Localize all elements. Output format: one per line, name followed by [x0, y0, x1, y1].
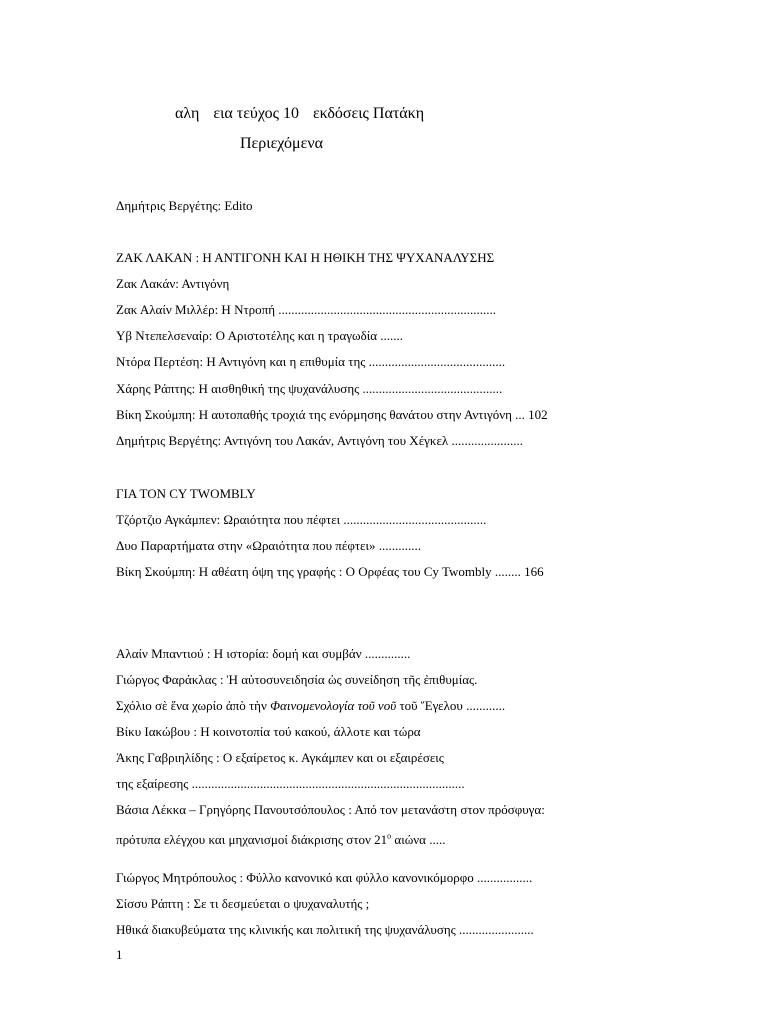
toc-entry: Βίκη Σκούμπη: Η αυτοπαθής τροχιά της ενόρμησης θανάτου στην Αντιγόνη ... 102	[116, 407, 548, 422]
toc-entry: Ηθικά διακυβεύματα της κλινικής και πολιτική της ψυχανάλυσης .......................	[116, 922, 534, 937]
toc-entry: Τζόρτζιο Αγκάμπεν: Ωραιότητα που πέφτει ............................................	[116, 512, 487, 527]
entry-text: Σχόλιο σὲ ἕνα χωρίο ἀπὸ τὴν	[116, 698, 271, 713]
toc-entry: Γιώργος Μητρόπουλος : Φύλλο κανονικό και φύλλο κανονικόμορφο .................	[116, 870, 533, 885]
section-heading-antigone: ΖΑΚ ΛΑΚΑΝ : Η ΑΝΤΙΓΟΝΗ ΚΑΙ Η ΗΘΙΚΗ ΤΗΣ ΨΥΧΑΝΑΛΥΣΗΣ	[116, 250, 495, 265]
toc-entry: Υβ Ντεπελσεναίρ: Ο Αριστοτέλης και η τραγωδία .......	[116, 328, 404, 343]
toc-entry: Βίκυ Ιακώβου : Η κοινοτοπία τού κακού, άλλοτε και τώρα	[116, 724, 421, 739]
toc-entry: Ζακ Λακάν: Αντιγόνη	[116, 276, 230, 291]
toc-entry: Βίκη Σκούμπη: Η αθέατη όψη της γραφής : Ο Ορφέας του Cy Twombly ........ 166	[116, 564, 544, 579]
title-part-2: εια τεύχος 10	[213, 105, 299, 122]
entry-text: πρότυπα ελέγχου και μηχανισμοί διάκρισης στον 21	[116, 832, 388, 847]
toc-entry: της εξαίρεσης ....................................................................................	[116, 776, 465, 791]
entry-text: τοῦ Ἕγελου ............	[396, 698, 506, 713]
title-part-1: αλη	[175, 105, 200, 122]
toc-entry: Ντόρα Περτέση: Η Αντιγόνη και η επιθυμία της ..........................................	[116, 354, 506, 369]
section-heading-twombly: ΓΙΑ ΤΟΝ CY TWOMBLY	[116, 486, 256, 501]
toc-entry: Χάρης Ράπτης: Η αισθηθική της ψυχανάλυσης ...........................................	[116, 381, 503, 396]
superscript: ο	[387, 831, 392, 841]
journal-title	[175, 104, 424, 124]
toc-entry: Σίσσυ Ράπτη : Σε τι δεσμεύεται ο ψυχαναλυτής ;	[116, 896, 370, 911]
toc-entry: Βάσια Λέκκα – Γρηγόρης Πανουτσόπουλος : Από τον μετανάστη στον πρόσφυγα:	[116, 802, 545, 817]
toc-entry: Δημήτρις Βεργέτης: Αντιγόνη του Λακάν, Αντιγόνη του Χέγκελ ......................	[116, 433, 523, 448]
page-number: 1	[116, 947, 123, 962]
entry-text: αιώνα .....	[391, 832, 446, 847]
toc-entry: Γιώργος Φαράκλας : Ἡ αὐτοσυνειδησία ὡς συνείδηση τῆς ἐπιθυμίας.	[116, 672, 478, 687]
toc-entry-edito: Δημήτρις Βεργέτης: Edito	[116, 198, 253, 213]
toc-entry	[116, 832, 445, 848]
toc-entry: Ζακ Αλαίν Μιλλέρ: Η Ντροπή ...................................................................	[116, 302, 497, 317]
toc-entry: Δυο Παραρτήματα στην «Ωραιότητα που πέφτει» .............	[116, 538, 421, 553]
contents-heading: Περιεχόμενα	[240, 135, 323, 152]
toc-entry: Άκης Γαβριηλίδης : Ο εξαίρετος κ. Αγκάμπεν και οι εξαιρέσεις	[116, 750, 444, 765]
entry-italic-title: Φαινομενολογία τοῦ νοῦ	[270, 698, 397, 713]
toc-entry: Αλαίν Μπαντιού : Η ιστορία: δομή και συμβάν ..............	[116, 646, 411, 661]
title-part-3: εκδόσεις Πατάκη	[312, 105, 425, 122]
toc-entry	[116, 698, 505, 714]
